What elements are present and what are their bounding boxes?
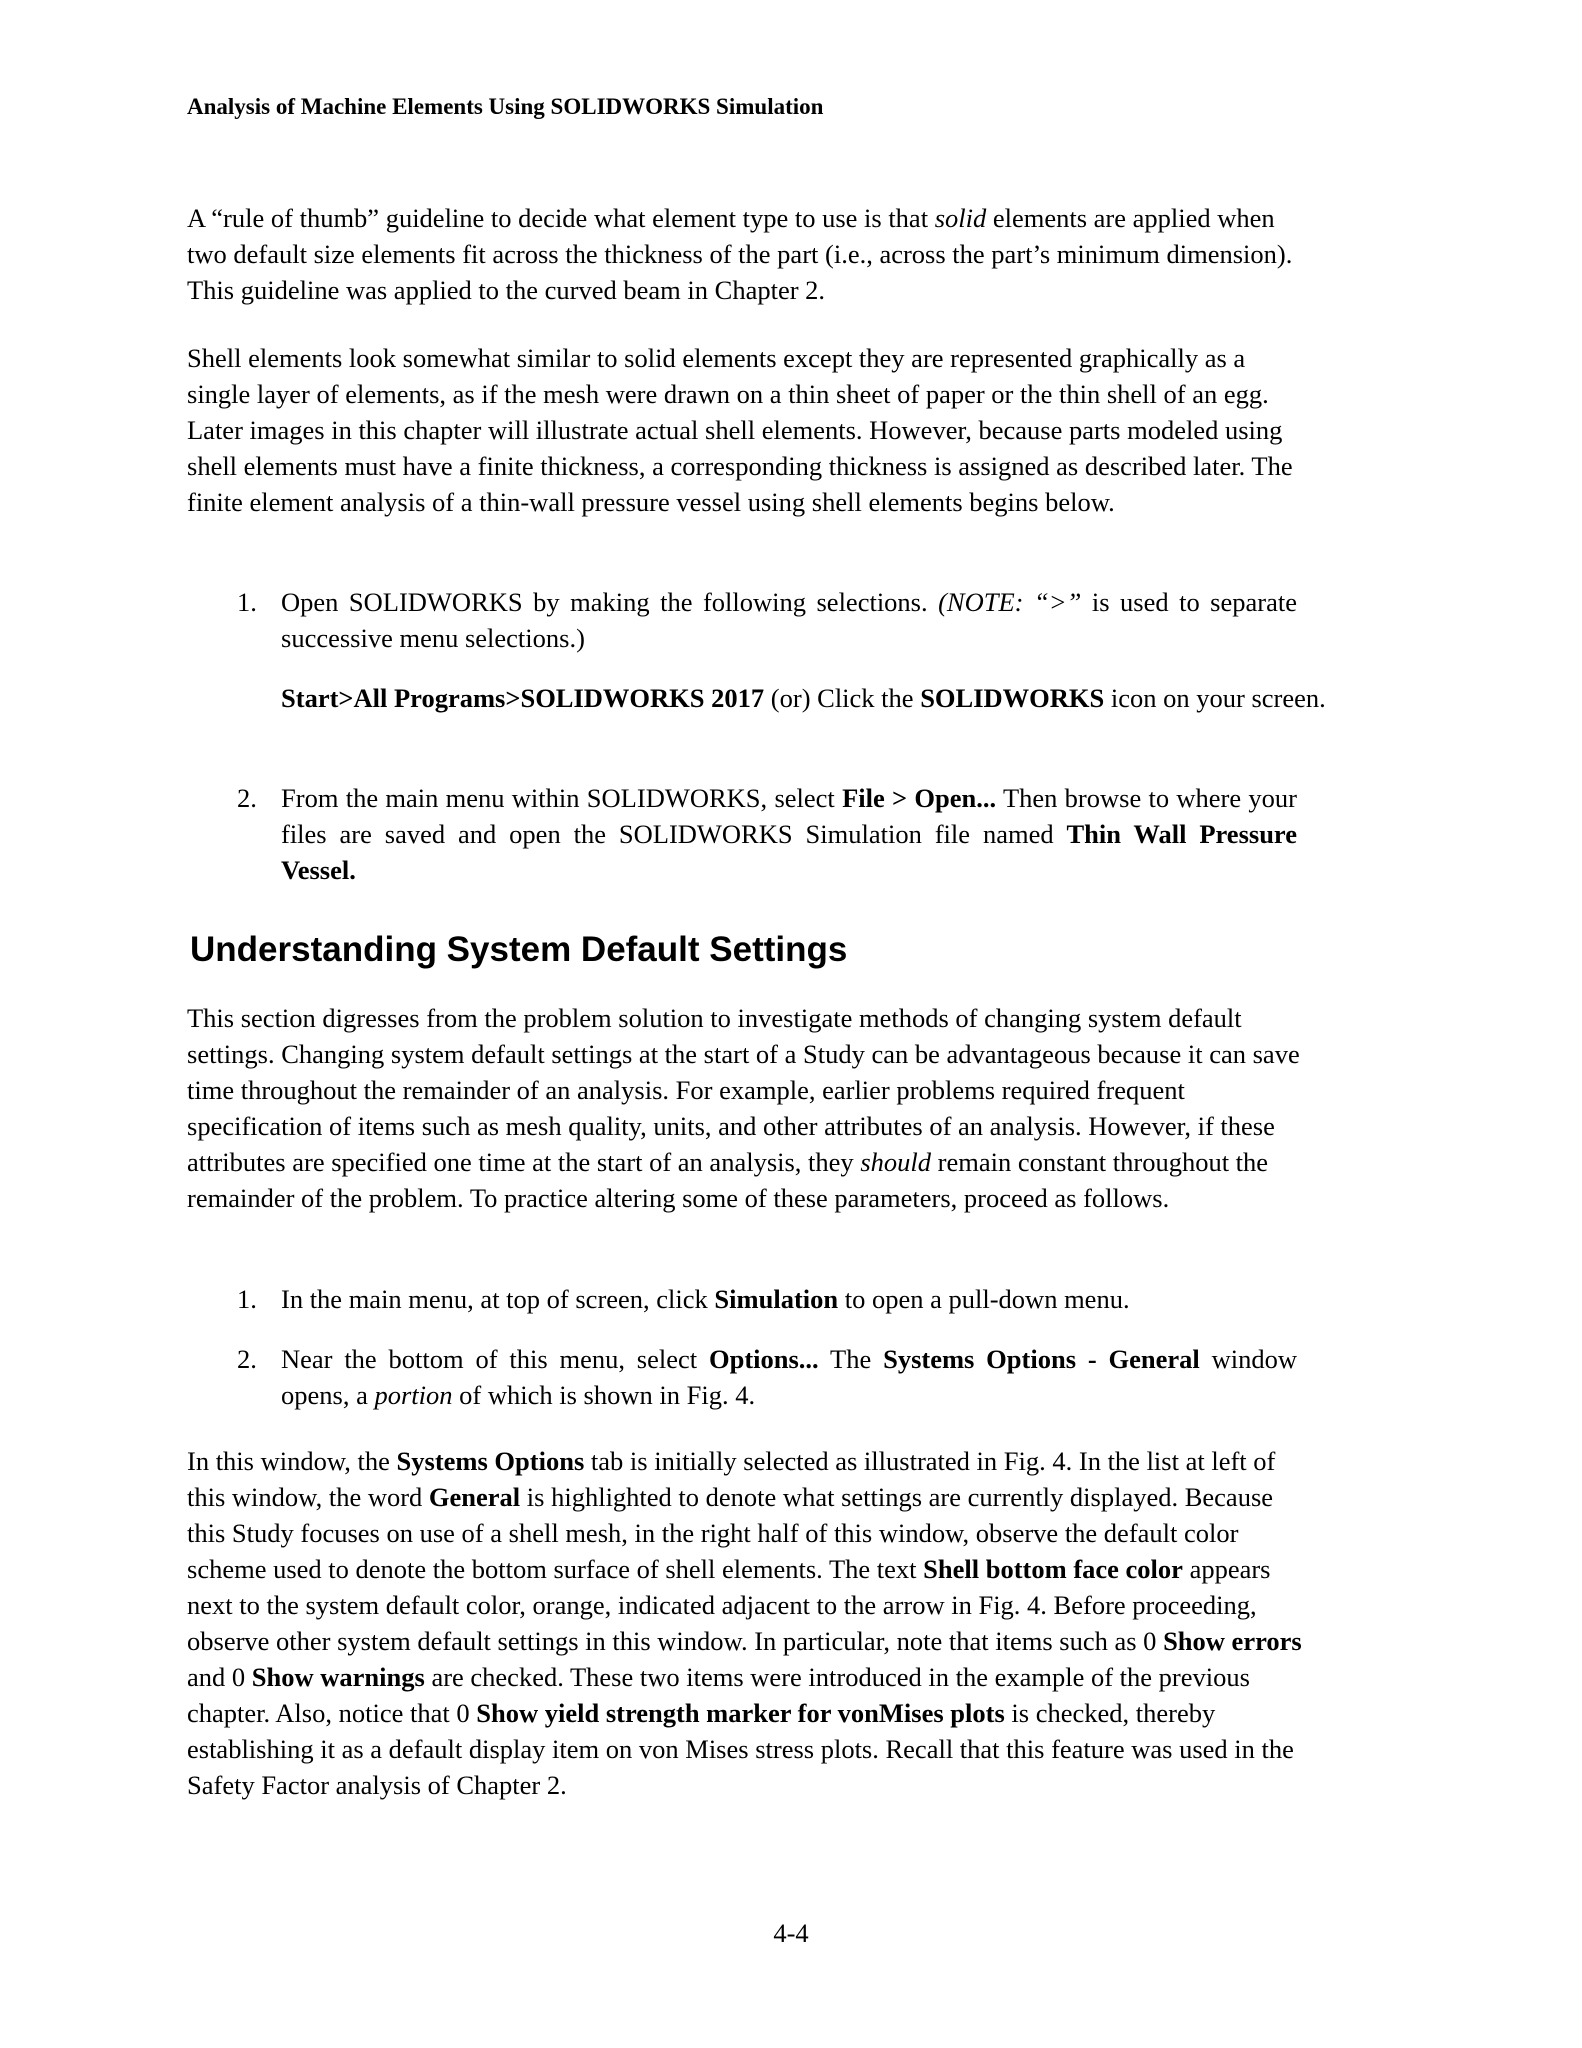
emphasis-solid: solid [934, 203, 987, 233]
menu-command-path: Start>All Programs>SOLIDWORKS 2017 (or) Click the SOLIDWORKS icon on your screen. [281, 683, 1326, 713]
step-open-solidworks: 1. Open SOLIDWORKS by making the following selections. (NOTE: “>” is used to separate successive menu selections.) [237, 584, 1297, 656]
step-click-simulation: 1. In the main menu, at top of screen, click Simulation to open a pull-down menu. [237, 1281, 1297, 1317]
note-text: (NOTE: “>” [938, 587, 1092, 617]
step-number: 1. [237, 587, 257, 617]
step-number: 2. [237, 1344, 257, 1374]
step-number: 2. [237, 783, 257, 813]
file-name: Thin Wall Pressure Vessel. [281, 819, 1297, 885]
step-select-options: 2. Near the bottom of this menu, select Options... The Systems Options - General window opens, a portion of which is shown in Fig. 4. [237, 1341, 1297, 1413]
paragraph-shell-elements: Shell elements look somewhat similar to solid elements except they are represented graphically as a single layer of elements, as if the mesh were drawn on a thin sheet of paper or the thin shell of an egg. Later images in this chapter will illustrate actual shell elements. However, because parts modeled using shell elements must have a finite thickness, a corresponding thickness is assigned as described later. The finite element analysis of a thin-wall pressure vessel using shell elements begins below. [187, 343, 1293, 517]
step-number: 1. [237, 1284, 257, 1314]
paragraph-system-defaults: This section digresses from the problem solution to investigate methods of changing system default settings. Changing system default settings at the start of a Study can be advantageous because it can save time throughout the remainder of an analysis. For example, earlier problems required frequent specification of items such as mesh quality, units, and other attributes of an analysis. However, if these attributes are specified one time at the start of an analysis, they should remain constant throughout the remainder of the problem. To practice altering some of these parameters, proceed as follows. [187, 1003, 1300, 1213]
running-header: Analysis of Machine Elements Using SOLIDWORKS Simulation [187, 94, 824, 119]
section-heading: Understanding System Default Settings [190, 930, 848, 969]
paragraph-systems-options-window: In this window, the Systems Options tab is initially selected as illustrated in Fig. 4. In the list at left of this window, the word General is highlighted to denote what settings are currently displayed. Because this Study focuses on use of a shell mesh, in the right half of this window, observe the default color scheme used to denote the bottom surface of shell elements. The text Shell bottom face color appears next to the system default color, orange, indicated adjacent to the arrow in Fig. 4. Before proceeding, observe other system default settings in this window. In particular, note that items such as 0 Show errors and 0 Show warnings are checked. These two items were introduced in the example of the previous chapter. Also, notice that 0 Show yield strength marker for vonMises plots is checked, thereby establishing it as a default display item on von Mises stress plots. Recall that this feature was used in the Safety Factor analysis of Chapter 2. [187, 1446, 1302, 1800]
step-open-file: 2. From the main menu within SOLIDWORKS, select File > Open... Then browse to where your files are saved and open the SOLIDWORKS Simulation file named Thin Wall Pressure Vessel. [237, 780, 1297, 888]
paragraph-rule-of-thumb: A “rule of thumb” guideline to decide what element type to use is that solid elements are applied when two default size elements fit across the thickness of the part (i.e., across the part’s minimum dimension). This guideline was applied to the curved beam in Chapter 2. [187, 203, 1293, 305]
page-number: 4-4 [773, 1918, 809, 1948]
